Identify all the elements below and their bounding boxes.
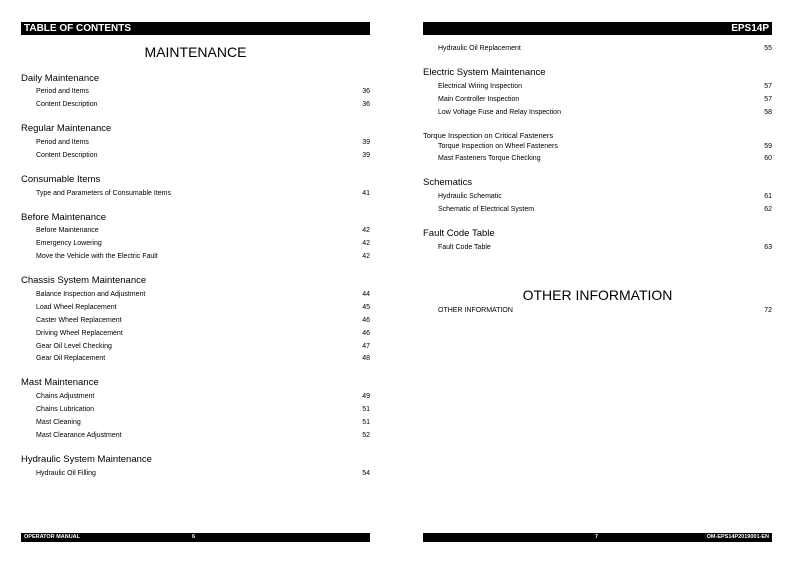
toc-entry[interactable] [438, 205, 772, 215]
section-title: Electric System Maintenance [423, 67, 546, 78]
toc-entry[interactable] [36, 342, 370, 352]
section-title: Consumable Items [21, 174, 101, 185]
toc-entry-page: 46 [362, 317, 370, 324]
toc-entry-page: 51 [362, 406, 370, 413]
toc-entry-page: 61 [764, 193, 772, 200]
toc-entry[interactable] [36, 329, 370, 339]
toc-entry-page: 62 [764, 206, 772, 213]
toc-entry-page: 52 [362, 432, 370, 439]
toc-entry-text: Driving Wheel Replacement [36, 330, 123, 337]
toc-entry[interactable] [36, 87, 370, 97]
toc-entry-text: Gear Oil Replacement [36, 355, 106, 362]
toc-entry-page: 36 [362, 88, 370, 95]
toc-entry-text: OTHER INFORMATION [438, 307, 513, 314]
toc-entry[interactable] [36, 469, 370, 479]
footer-document-code: OM-EPS14P2019001-EN [706, 534, 769, 540]
toc-entry-text: Content Description [36, 101, 98, 108]
toc-entry-text: Load Wheel Replacement [36, 304, 117, 311]
toc-entry-text: Mast Fasteners Torque Checking [438, 155, 541, 162]
toc-entry-text: Gear Oil Level Checking [36, 343, 112, 350]
section-title: Chassis System Maintenance [21, 275, 147, 286]
toc-entry[interactable] [36, 303, 370, 313]
toc-entry-page: 39 [362, 139, 370, 146]
toc-entry-page: 57 [764, 83, 772, 90]
toc-entry[interactable] [438, 108, 772, 118]
toc-entry-page: 39 [362, 152, 370, 159]
toc-entry-page: 42 [362, 253, 370, 260]
left-header-bar: TABLE OF CONTENTS [21, 22, 370, 35]
toc-entry-page: 51 [362, 419, 370, 426]
toc-entry-text: Move the Vehicle with the Electric Fault [36, 253, 158, 260]
toc-entry[interactable] [438, 142, 772, 152]
toc-entry-text: Chains Lubrication [36, 406, 94, 413]
toc-entry-page: 55 [764, 45, 772, 52]
toc-entry-text: Type and Parameters of Consumable Items [36, 190, 172, 197]
left-page [21, 0, 370, 563]
section-title: Fault Code Table [423, 228, 495, 239]
toc-entry-page: 36 [362, 101, 370, 108]
toc-entry-page: 41 [362, 190, 370, 197]
toc-entry[interactable] [36, 226, 370, 236]
toc-entry[interactable] [36, 431, 370, 441]
page-title-other-information: OTHER INFORMATION [522, 287, 673, 303]
toc-entry-page: 54 [362, 470, 370, 477]
section-title: Mast Maintenance [21, 377, 99, 388]
toc-entry-page: 42 [362, 227, 370, 234]
toc-entry-text: Fault Code Table [438, 244, 491, 251]
toc-entry[interactable] [438, 306, 772, 316]
right-header-bar: EPS14P [423, 22, 772, 35]
toc-entry-text: Schematic of Electrical System [438, 206, 535, 213]
toc-entry-page: 47 [362, 343, 370, 350]
right-footer-bar [423, 533, 772, 542]
toc-entry-text: Before Maintenance [36, 227, 99, 234]
section-title: Hydraulic System Maintenance [21, 454, 152, 465]
toc-entry-page: 44 [362, 291, 370, 298]
toc-entry-text: Main Controller Inspection [438, 96, 520, 103]
footer-manual-label: OPERATOR MANUAL [24, 534, 81, 540]
toc-entry-text: Period and Items [36, 88, 89, 95]
toc-entry[interactable] [438, 243, 772, 253]
toc-entry-text: Mast Cleaning [36, 419, 81, 426]
toc-entry-text: Caster Wheel Replacement [36, 317, 122, 324]
toc-entry[interactable] [36, 405, 370, 415]
toc-entry[interactable] [36, 138, 370, 148]
toc-entry-text: Period and Items [36, 139, 89, 146]
toc-entry[interactable] [438, 192, 772, 202]
page-title-maintenance: MAINTENANCE [144, 44, 247, 60]
section-title: Daily Maintenance [21, 73, 100, 84]
toc-entry-text: Electrical Wiring Inspection [438, 83, 523, 90]
toc-entry-text: Hydraulic Oil Filling [36, 470, 96, 477]
footer-page-number: 6 [192, 534, 196, 540]
toc-entry[interactable] [438, 95, 772, 105]
toc-entry-text: Content Description [36, 152, 98, 159]
toc-entry-page: 58 [764, 109, 772, 116]
toc-entry-page: 59 [764, 143, 772, 150]
toc-entry[interactable] [36, 418, 370, 428]
section-title: Torque Inspection on Critical Fasteners [423, 131, 554, 140]
toc-entry-page: 60 [764, 155, 772, 162]
toc-entry-page: 45 [362, 304, 370, 311]
section-title: Schematics [423, 177, 473, 188]
toc-entry-text: Mast Clearance Adjustment [36, 432, 122, 439]
right-page [423, 0, 772, 563]
toc-entry[interactable] [36, 239, 370, 249]
section-title: Regular Maintenance [21, 123, 112, 134]
toc-entry-text: Balance Inspection and Adjustment [36, 291, 146, 298]
section-title: Before Maintenance [21, 212, 107, 223]
toc-entry[interactable] [36, 151, 370, 161]
toc-entry[interactable] [36, 189, 370, 199]
toc-entry-text: Hydraulic Oil Replacement [438, 45, 521, 52]
toc-entry-page: 57 [764, 96, 772, 103]
toc-entry-page: 46 [362, 330, 370, 337]
toc-entry[interactable] [36, 290, 370, 300]
left-footer-bar [21, 533, 370, 542]
toc-entry-page: 42 [362, 240, 370, 247]
toc-entry[interactable] [438, 82, 772, 92]
toc-entry-text: Torque Inspection on Wheel Fasteners [438, 143, 558, 150]
toc-entry-text: Chains Adjustment [36, 393, 95, 400]
toc-entry[interactable] [36, 392, 370, 402]
footer-page-number: 7 [595, 534, 599, 540]
toc-entry[interactable] [36, 252, 370, 262]
toc-entry[interactable] [36, 316, 370, 326]
toc-entry-text: Hydraulic Schematic [438, 193, 502, 200]
toc-entry-text: Low Voltage Fuse and Relay Inspection [438, 109, 561, 116]
toc-entry-page: 72 [764, 307, 772, 314]
toc-entry[interactable] [438, 154, 772, 164]
toc-entry-page: 48 [362, 355, 370, 362]
toc-entry-text: Emergency Lowering [36, 240, 102, 247]
toc-entry-page: 49 [362, 393, 370, 400]
toc-entry-page: 63 [764, 244, 772, 251]
toc-entry[interactable] [438, 44, 772, 54]
toc-entry[interactable] [36, 354, 370, 364]
toc-entry[interactable] [36, 100, 370, 110]
